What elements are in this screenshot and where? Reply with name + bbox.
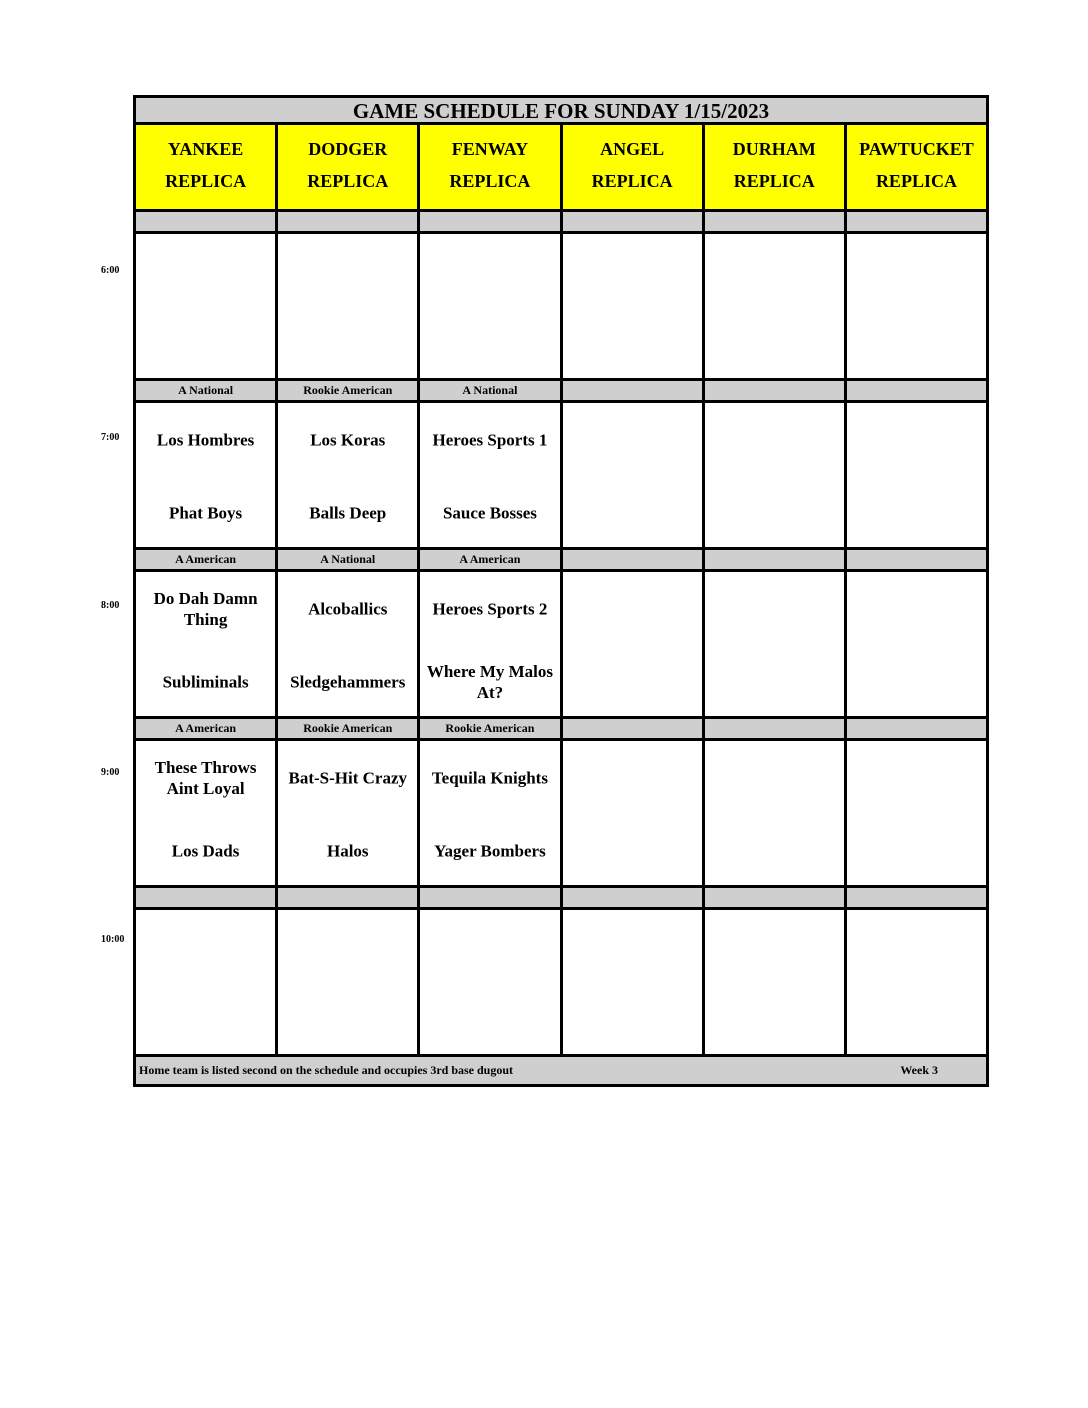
division-band [133, 719, 989, 741]
game-cell [847, 741, 986, 885]
home-team: Sauce Bosses [442, 503, 537, 523]
schedule-title: GAME SCHEDULE FOR SUNDAY 1/15/2023 [133, 95, 989, 125]
away-team: Los Koras [310, 430, 386, 450]
game-cell [705, 403, 847, 547]
game-cell [847, 910, 986, 1054]
home-team: Where My Malos At? [426, 662, 554, 702]
division-label [136, 212, 278, 231]
division-label [136, 888, 278, 907]
away-team: Heroes Sports 2 [432, 599, 548, 619]
division-label [705, 888, 847, 907]
field-sub: REPLICA [591, 171, 673, 191]
game-cell [420, 741, 562, 885]
field-header-dodger [278, 125, 420, 209]
game-cell [278, 572, 420, 716]
game-cell [136, 234, 278, 378]
home-team: Phat Boys [168, 503, 243, 523]
division-label [705, 550, 847, 569]
field-header-fenway [420, 125, 562, 209]
division-band [133, 888, 989, 910]
field-sub: REPLICA [733, 171, 815, 191]
division-label [420, 212, 562, 231]
home-team: Los Dads [171, 841, 240, 861]
game-cell [136, 572, 278, 716]
game-cell [420, 910, 562, 1054]
division-label: Rookie American [278, 719, 420, 738]
game-cell [705, 572, 847, 716]
time-label: 7:00 [101, 432, 120, 443]
game-cell [420, 572, 562, 716]
division-band [133, 212, 989, 234]
division-label [705, 719, 847, 738]
game-row [133, 741, 989, 888]
away-team: Los Hombres [156, 430, 255, 450]
game-cell [278, 910, 420, 1054]
footer-note: Home team is listed second on the schedule and occupies 3rd base dugout [139, 1063, 514, 1077]
time-label: 10:00 [101, 934, 125, 945]
schedule-table [133, 95, 989, 1087]
division-label [563, 550, 705, 569]
time-label: 8:00 [101, 600, 120, 611]
home-team: Balls Deep [309, 503, 387, 523]
game-cell [278, 234, 420, 378]
division-label [563, 719, 705, 738]
division-label: A National [278, 550, 420, 569]
division-label [278, 212, 420, 231]
game-row [133, 234, 989, 381]
field-header-row [133, 125, 989, 212]
field-header-angel [563, 125, 705, 209]
game-cell [136, 910, 278, 1054]
division-label: A American [136, 719, 278, 738]
away-team: These Throws Aint Loyal [154, 758, 257, 798]
field-name: YANKEE [167, 139, 244, 159]
division-label [847, 719, 986, 738]
game-cell [278, 403, 420, 547]
home-team: Sledgehammers [290, 672, 406, 692]
field-sub: REPLICA [875, 171, 957, 191]
division-band [133, 381, 989, 403]
game-cell [136, 741, 278, 885]
division-label [563, 888, 705, 907]
home-team: Yager Bombers [434, 841, 546, 861]
division-label: A American [136, 550, 278, 569]
field-sub: REPLICA [165, 171, 247, 191]
division-label: Rookie American [278, 381, 420, 400]
game-cell [278, 741, 420, 885]
field-name: PAWTUCKET [859, 139, 974, 159]
away-team: Alcoballics [308, 599, 388, 619]
game-cell [705, 234, 847, 378]
division-label: Rookie American [420, 719, 562, 738]
away-team: Tequila Knights [431, 768, 548, 788]
game-cell [563, 741, 705, 885]
footer-week: Week 3 [900, 1063, 938, 1077]
game-cell [705, 741, 847, 885]
division-label [705, 212, 847, 231]
field-sub: REPLICA [449, 171, 531, 191]
game-row [133, 910, 989, 1057]
field-name: DODGER [308, 139, 388, 159]
division-label [847, 888, 986, 907]
game-row [133, 572, 989, 719]
game-cell [847, 403, 986, 547]
game-cell [847, 234, 986, 378]
game-cell [847, 572, 986, 716]
field-header-pawtucket [847, 125, 986, 209]
game-cell [563, 572, 705, 716]
game-cell [563, 403, 705, 547]
division-label: A National [420, 381, 562, 400]
game-cell [563, 234, 705, 378]
away-team: Bat-S-Hit Crazy [288, 768, 408, 788]
away-team: Do Dah Damn Thing [153, 589, 258, 629]
game-cell [420, 403, 562, 547]
field-sub: REPLICA [307, 171, 389, 191]
schedule-footer [133, 1057, 989, 1087]
game-cell [705, 910, 847, 1054]
field-header-durham [705, 125, 847, 209]
game-cell [136, 403, 278, 547]
division-label [563, 212, 705, 231]
division-label [278, 888, 420, 907]
home-team: Halos [326, 841, 369, 861]
field-header-yankee [136, 125, 278, 209]
division-label: A National [136, 381, 278, 400]
division-band [133, 550, 989, 572]
field-name: ANGEL [600, 139, 665, 159]
division-label [705, 381, 847, 400]
field-name: FENWAY [451, 139, 529, 159]
field-name: DURHAM [732, 139, 816, 159]
division-label [847, 381, 986, 400]
game-cell [420, 234, 562, 378]
division-label [420, 888, 562, 907]
division-label: A American [420, 550, 562, 569]
away-team: Heroes Sports 1 [432, 430, 548, 450]
time-slots [133, 212, 989, 1057]
division-label [563, 381, 705, 400]
division-label [847, 212, 986, 231]
time-label: 6:00 [101, 265, 120, 276]
division-label [847, 550, 986, 569]
time-label: 9:00 [101, 767, 120, 778]
game-row [133, 403, 989, 550]
home-team: Subliminals [162, 672, 249, 692]
game-cell [563, 910, 705, 1054]
